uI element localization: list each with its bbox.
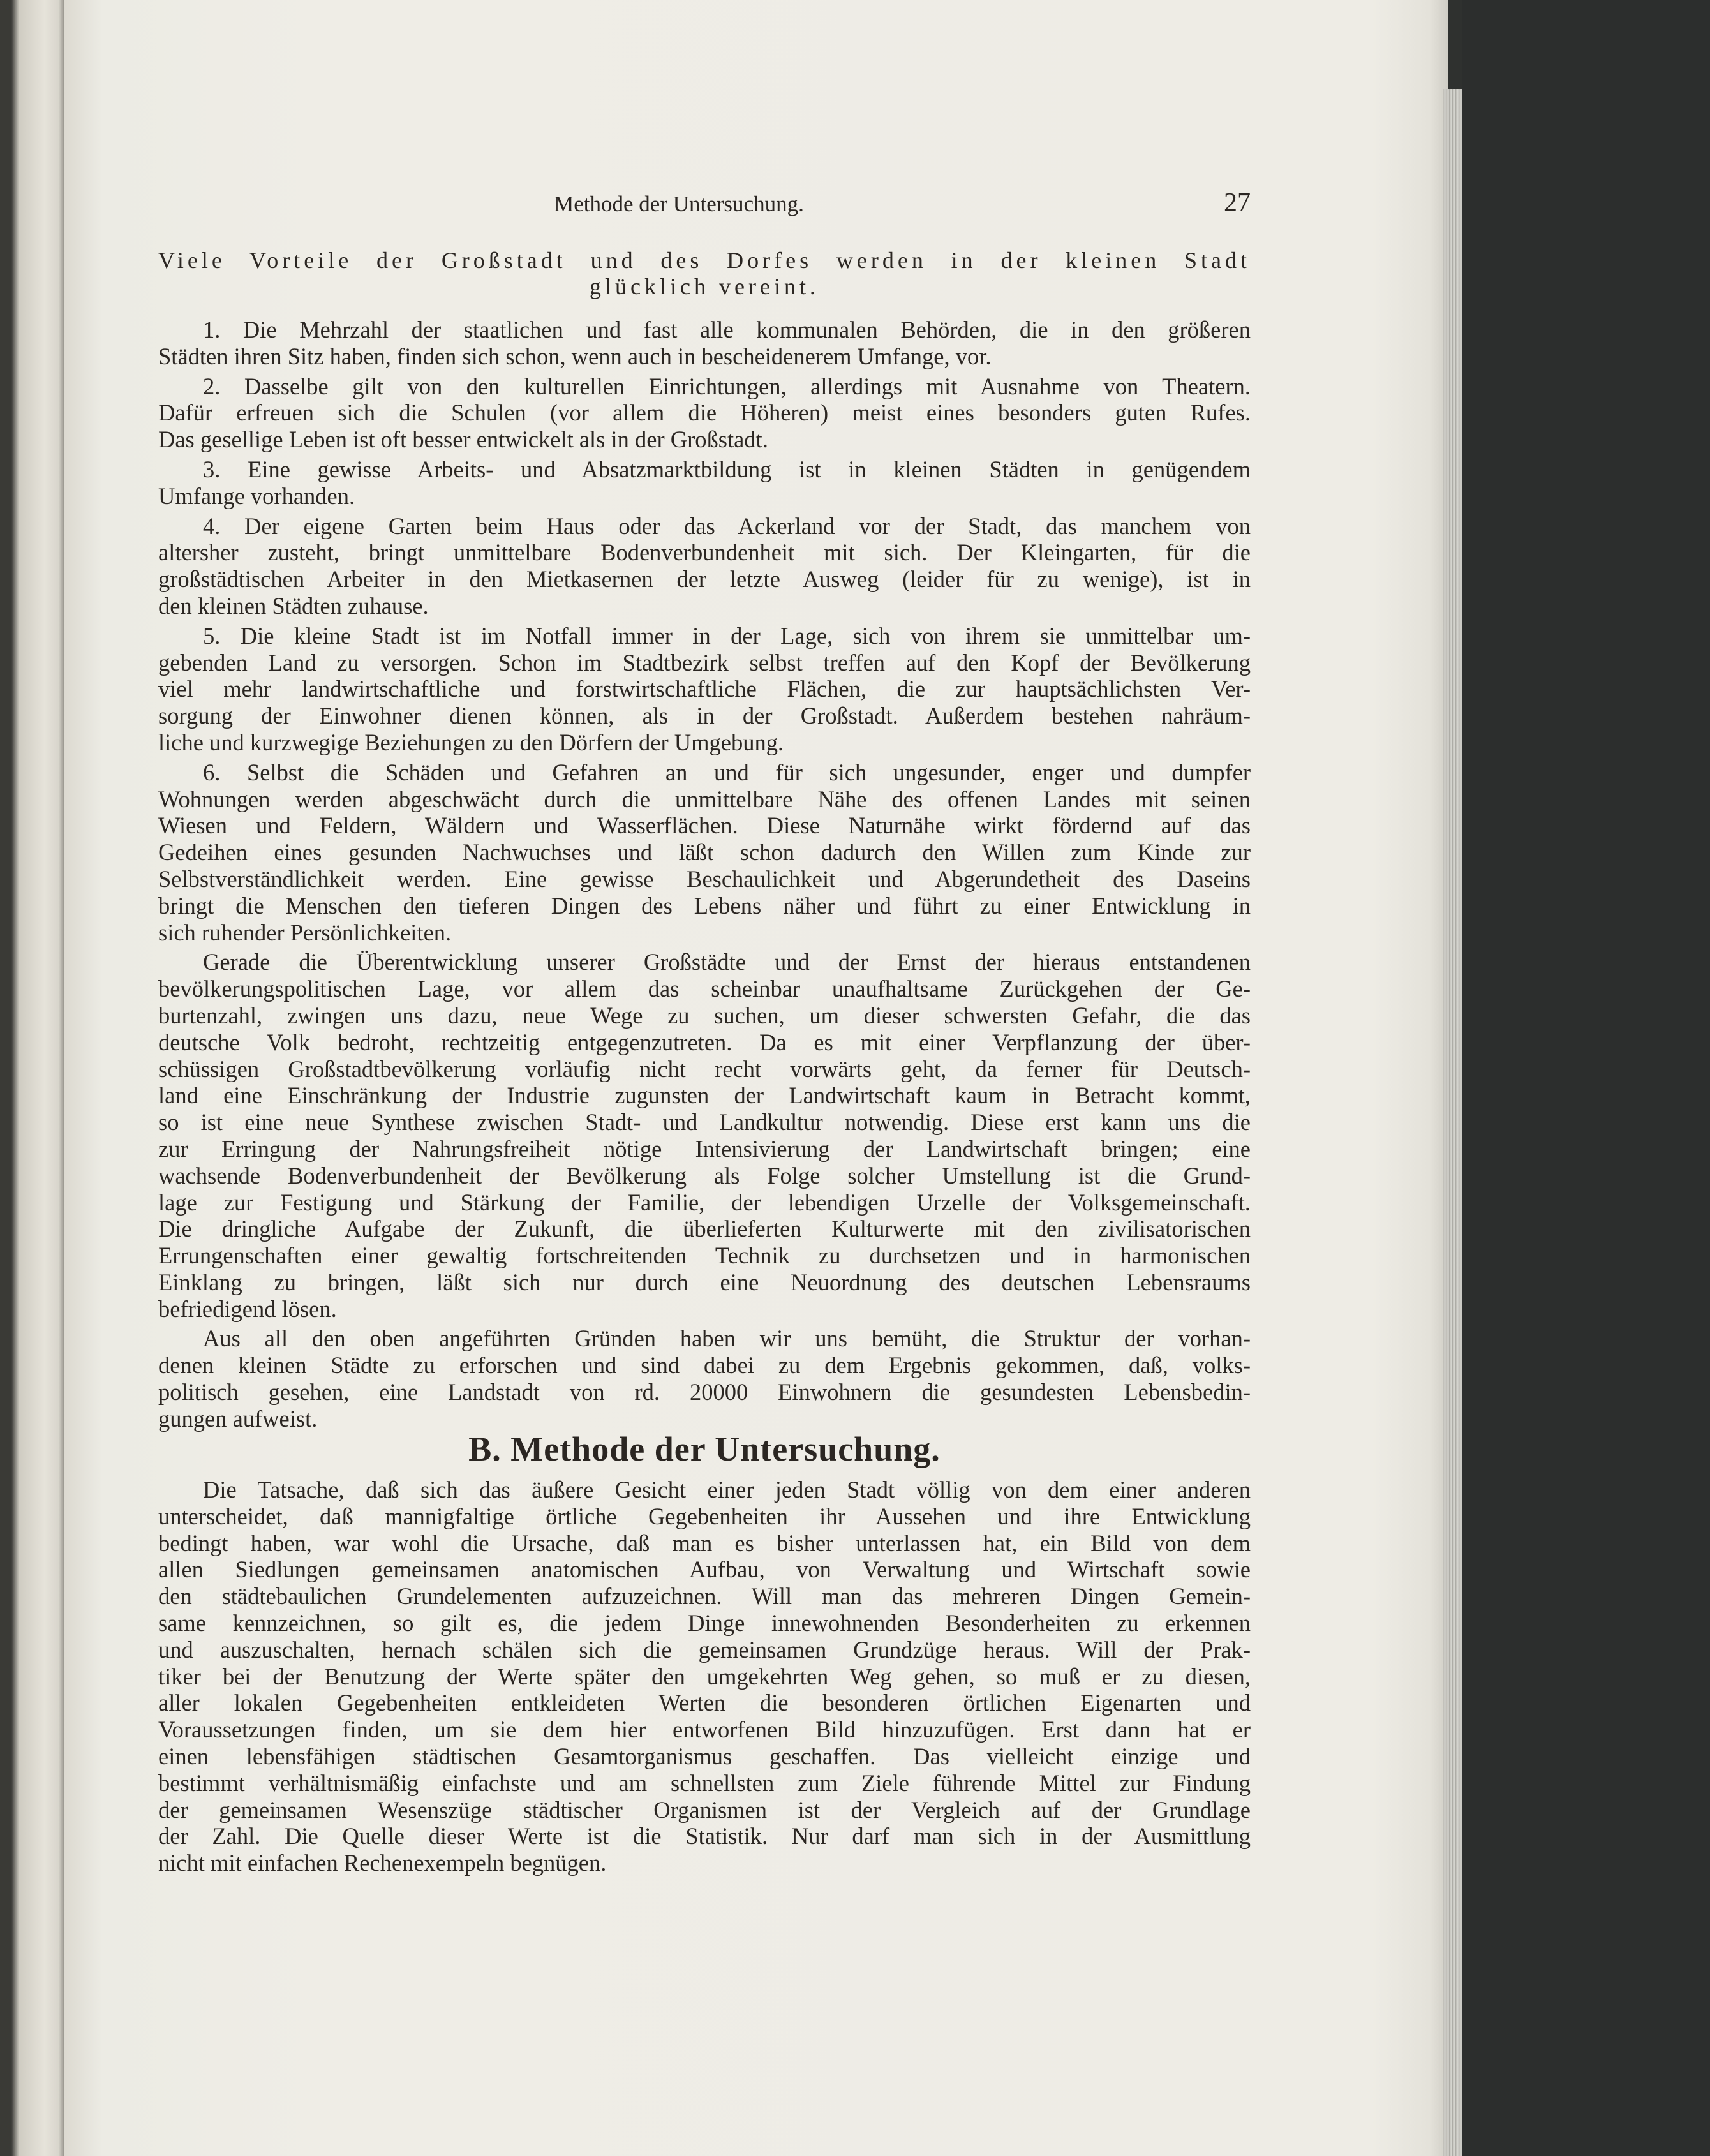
text-line: Aus all den oben angeführten Gründen haben wir uns bemüht, die Struktur der vorhan-: [203, 1325, 1251, 1352]
motto-line: Viele Vorteile der Großstadt und des Dorfes werden in der kleinen Stadt: [158, 248, 1251, 273]
text-line: Das gesellige Leben ist oft besser entwickelt als in der Großstadt.: [158, 426, 768, 453]
text-line: gebenden Land zu versorgen. Schon im Stadtbezirk selbst treffen auf den Kopf der Bevölkerung: [158, 649, 1251, 676]
text-line: lage zur Festigung und Stärkung der Familie, der lebendigen Urzelle der Volksgemeinschaft.: [158, 1189, 1251, 1216]
text-line: 5. Die kleine Stadt ist im Notfall immer in der Lage, sich von ihrem sie unmittelbar um-: [203, 622, 1251, 649]
paragraph: [158, 1325, 1251, 1432]
paragraph: [158, 623, 1251, 756]
paragraph: [158, 759, 1251, 946]
text-line: großstädtischen Arbeiter in den Mietkasernen der letzte Ausweg (leider für zu wenige), ist in: [158, 566, 1251, 593]
text-line: schüssigen Großstadtbevölkerung vorläufig nicht recht vorwärts geht, da ferner für Deutsch-: [158, 1055, 1251, 1082]
page-number: 27: [1224, 188, 1251, 218]
text-line: bestimmt verhältnismäßig einfachste und am schnellsten zum Ziele führende Mittel zur Findung: [158, 1769, 1251, 1796]
paragraph: [158, 316, 1251, 370]
text-line: Voraussetzungen finden, um sie dem hier entworfenen Bild hinzuzufügen. Erst dann hat er: [158, 1716, 1251, 1743]
paragraph: [158, 949, 1251, 1322]
text-line: sich ruhender Persönlichkeiten.: [158, 919, 452, 946]
text-line: Umfange vorhanden.: [158, 482, 355, 509]
text-line: den kleinen Städten zuhause.: [158, 592, 429, 619]
text-line: Städten ihren Sitz haben, finden sich schon, wenn auch in bescheidenerem Umfange, vor.: [158, 343, 992, 369]
text-line: Die Tatsache, daß sich das äußere Gesicht einer jeden Stadt völlig von dem einer anderen: [203, 1476, 1251, 1503]
text-line: Errungenschaften einer gewaltig fortschreitenden Technik zu durchsetzen und in harmonischen: [158, 1242, 1251, 1269]
text-line: denen kleinen Städte zu erforschen und sind dabei zu dem Ergebnis gekommen, daß, volks-: [158, 1352, 1251, 1379]
text-line: politisch gesehen, eine Landstadt von rd. 20000 Einwohnern die gesundesten Lebensbedin-: [158, 1379, 1251, 1406]
text-line: zur Erringung der Nahrungsfreiheit nötige Intensivierung der Landwirtschaft bringen; eine: [158, 1135, 1251, 1162]
running-head: [158, 188, 1251, 223]
text-line: Selbstverständlichkeit werden. Eine gewisse Beschaulichkeit und Abgerundetheit des Daseins: [158, 865, 1251, 892]
text-line: bedingt haben, war wohl die Ursache, daß man es bisher unterlassen hat, ein Bild von dem: [158, 1529, 1251, 1556]
text-line: einen lebensfähigen städtischen Gesamtorganismus geschaffen. Das vielleicht einzige und: [158, 1743, 1251, 1769]
text-line: und auszuschalten, hernach schälen sich die gemeinsamen Grundzüge heraus. Will der Prak-: [158, 1636, 1251, 1663]
running-title: Methode der Untersuchung.: [554, 191, 804, 216]
text-line: Einklang zu bringen, läßt sich nur durch eine Neuordnung des deutschen Lebensraums: [158, 1268, 1251, 1295]
text-line: burtenzahl, zwingen uns dazu, neue Wege zu suchen, um dieser schwersten Gefahr, die das: [158, 1002, 1251, 1029]
text-line: 4. Der eigene Garten beim Haus oder das Ackerland vor der Stadt, das manchem von: [203, 512, 1251, 539]
text-line: wachsende Bodenverbundenheit der Bevölkerung als Folge solcher Umstellung ist die Grund-: [158, 1162, 1251, 1189]
text-line: aller lokalen Gegebenheiten entkleideten Werten die besonderen örtlichen Eigenarten und: [158, 1690, 1251, 1716]
text-line: befriedigend lösen.: [158, 1295, 337, 1322]
text-line: Gerade die Überentwicklung unserer Großstädte und der Ernst der hieraus entstandenen: [203, 949, 1251, 976]
text-line: bringt die Menschen den tieferen Dingen des Lebens näher und führt zu einer Entwicklung in: [158, 892, 1251, 919]
text-line: deutsche Volk bedroht, rechtzeitig entgegenzutreten. Da es mit einer Verpflanzung der über-: [158, 1029, 1251, 1055]
text-line: bevölkerungspolitischen Lage, vor allem das scheinbar unaufhaltsame Zurückgehen der Ge-: [158, 976, 1251, 1002]
text-line: Wiesen und Feldern, Wäldern und Wasserflächen. Diese Naturnähe wirkt fördernd auf das: [158, 812, 1251, 839]
text-line: allen Siedlungen gemeinsamen anatomischen Aufbau, von Verwaltung und Wirtschaft sowie: [158, 1556, 1251, 1583]
paragraph: [158, 373, 1251, 453]
text-line: der gemeinsamen Wesenszüge städtischer Organismen ist der Vergleich auf der Grundlage: [158, 1796, 1251, 1823]
text-line: tiker bei der Benutzung der Werte später den umgekehrten Weg gehen, so muß er zu diesen,: [158, 1663, 1251, 1690]
text-line: viel mehr landwirtschaftliche und forstwirtschaftliche Flächen, die zur hauptsächlichsten Ver-: [158, 676, 1251, 703]
text-line: 6. Selbst die Schäden und Gefahren an und für sich ungesunder, enger und dumpfer: [203, 759, 1251, 785]
text-line: unterscheidet, daß mannigfaltige örtliche Gegebenheiten ihr Aussehen und ihre Entwicklung: [158, 1503, 1251, 1529]
motto: [158, 248, 1251, 300]
text-line: 3. Eine gewisse Arbeits- und Absatzmarktbildung ist in kleinen Städten in genügendem: [203, 456, 1251, 482]
text-line: 2. Dasselbe gilt von den kulturellen Einrichtungen, allerdings mit Ausnahme von Theatern.: [203, 373, 1251, 399]
text-line: land eine Einschränkung der Industrie zugunsten der Landwirtschaft kaum in Betracht kommt,: [158, 1082, 1251, 1109]
page-stack-edge: [1443, 89, 1462, 2156]
text-line: so ist eine neue Synthese zwischen Stadt- und Landkultur notwendig. Diese erst kann uns die: [158, 1109, 1251, 1136]
text-line: 1. Die Mehrzahl der staatlichen und fast alle kommunalen Behörden, die in den größeren: [203, 316, 1251, 343]
text-line: same kennzeichnen, so gilt es, die jedem Dinge innewohnenden Besonderheiten zu erkennen: [158, 1609, 1251, 1636]
text-line: Die dringliche Aufgabe der Zukunft, die überlieferten Kulturwerte mit den zivilisatorischen: [158, 1216, 1251, 1242]
text-line: der Zahl. Die Quelle dieser Werte ist die Statistik. Nur darf man sich in der Ausmittlung: [158, 1823, 1251, 1850]
book-cover-background: [1462, 0, 1710, 2156]
text-line: den städtebaulichen Grundelementen aufzuzeichnen. Will man das mehreren Dingen Gemein-: [158, 1583, 1251, 1610]
body-text-section-a: [158, 313, 1251, 1432]
text-line: altersher zusteht, bringt unmittelbare Bodenverbundenheit mit sich. Der Kleingarten, für die: [158, 539, 1251, 566]
previous-page-edge: [0, 0, 64, 2156]
text-line: Gedeihen eines gesunden Nachwuchses und läßt schon dadurch den Willen zum Kinde zur: [158, 839, 1251, 866]
text-line: Wohnungen werden abgeschwächt durch die unmittelbare Nähe des offenen Landes mit seinen: [158, 785, 1251, 812]
text-line: Dafür erfreuen sich die Schulen (vor allem die Höheren) meist eines besonders guten Rufes.: [158, 399, 1251, 426]
paragraph: [158, 456, 1251, 510]
text-line: nicht mit einfachen Rechenexempeln begnügen.: [158, 1850, 607, 1877]
body-text-section-b: [158, 1473, 1251, 1877]
text-line: sorgung der Einwohner dienen können, als in der Großstadt. Außerdem bestehen nahräum-: [158, 703, 1251, 729]
section-heading: B. Methode der Untersuchung.: [468, 1430, 940, 1468]
motto-line: glücklich vereint.: [590, 274, 819, 299]
text-line: gungen aufweist.: [158, 1405, 318, 1432]
paragraph: [158, 513, 1251, 620]
text-line: liche und kurzwegige Beziehungen zu den Dörfern der Umgebung.: [158, 729, 784, 755]
paragraph: [158, 1476, 1251, 1877]
